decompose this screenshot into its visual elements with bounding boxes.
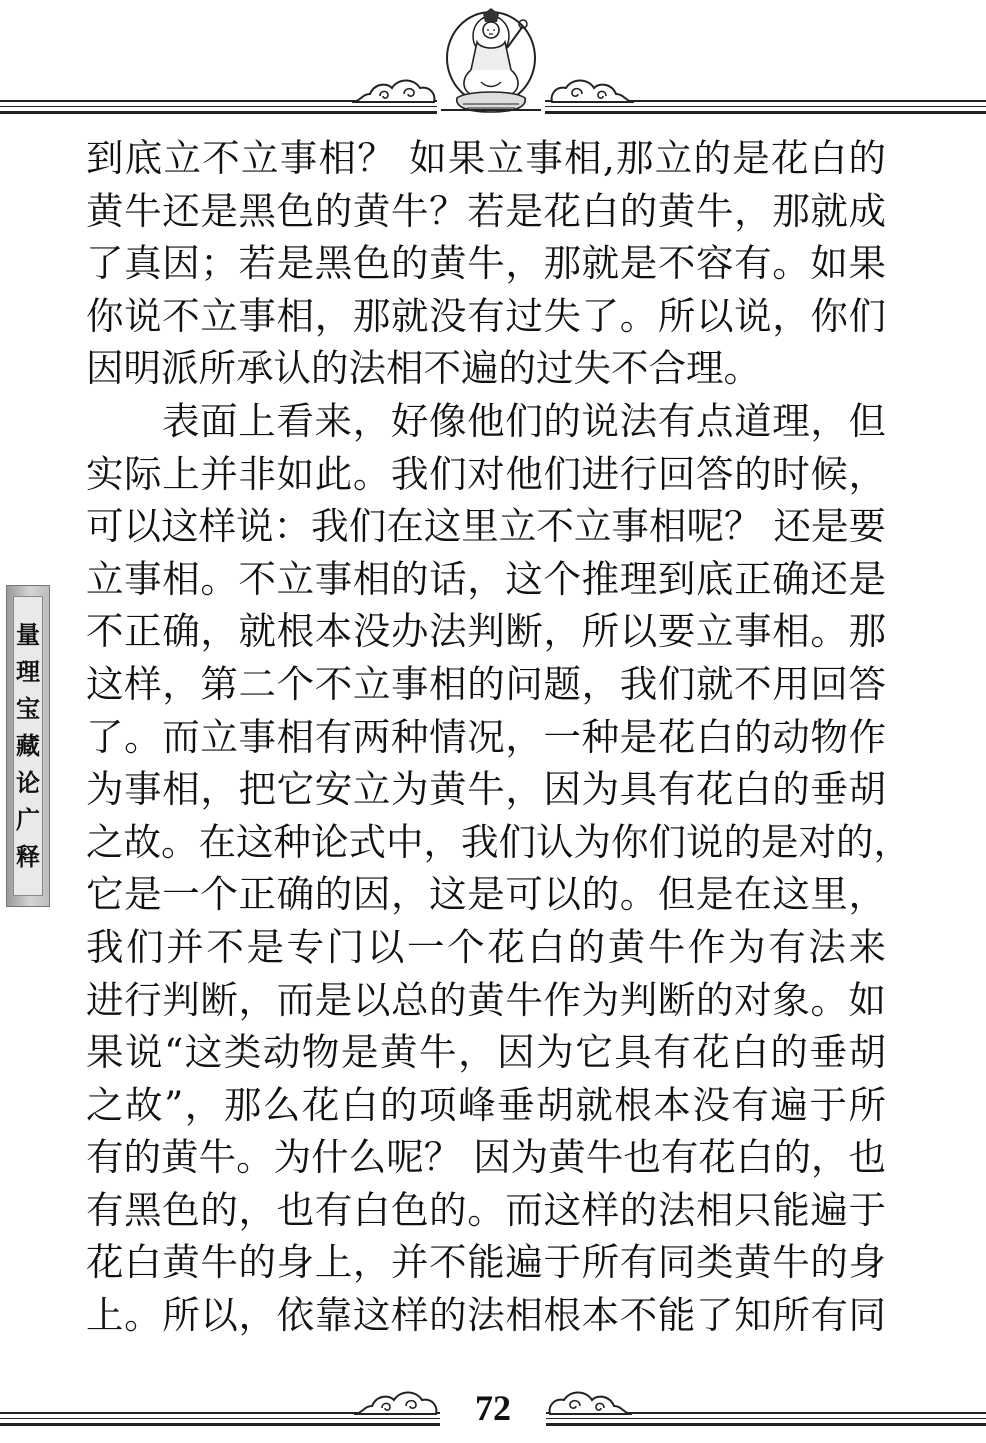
side-label-char: 量 bbox=[16, 620, 40, 649]
deity-illustration-icon bbox=[437, 6, 545, 118]
book-title-side-tab bbox=[6, 585, 50, 907]
text-line: 之故。在这种论式中，我们认为你们说的是对的， bbox=[86, 819, 911, 864]
side-label-char: 论 bbox=[16, 768, 40, 797]
text-line: 之故”，那么花白的项峰垂胡就根本没有遍于所 bbox=[86, 1082, 886, 1127]
text-line: 不正确，就根本没办法判断，所以要立事相。那 bbox=[86, 609, 886, 654]
text-line: 为事相，把它安立为黄牛，因为具有花白的垂胡 bbox=[86, 767, 886, 812]
text-line: 上。所以，依靠这样的法相根本不能了知所有同 bbox=[86, 1293, 886, 1338]
paragraph-1 bbox=[86, 132, 886, 395]
side-label-char: 释 bbox=[16, 842, 40, 871]
side-label-char: 宝 bbox=[16, 694, 40, 723]
text-line: 它是一个正确的因，这是可以的。但是在这里， bbox=[86, 872, 886, 917]
text-line: 花白黄牛的身上，并不能遍于所有同类黄牛的身 bbox=[86, 1240, 886, 1285]
text-line: 了。而立事相有两种情况，一种是花白的动物作 bbox=[86, 714, 886, 759]
text-line: 进行判断，而是以总的黄牛作为判断的对象。如 bbox=[86, 977, 886, 1022]
book-title-vertical bbox=[13, 596, 43, 896]
page-number: 72 bbox=[475, 1388, 511, 1428]
text-line: 我们并不是专门以一个花白的黄牛作为有法来 bbox=[86, 924, 886, 969]
cloud-ornament-left-icon bbox=[350, 76, 438, 106]
text-line: 有黑色的，也有白色的。而这样的法相只能遍于 bbox=[86, 1187, 886, 1232]
text-line: 立事相。不立事相的话，这个推理到底正确还是 bbox=[86, 556, 886, 601]
side-label-char: 理 bbox=[16, 657, 40, 686]
cloud-ornament-right-icon bbox=[548, 76, 636, 106]
text-line: 实际上并非如此。我们对他们进行回答的时候， bbox=[86, 451, 886, 496]
text-line: 你说不立事相，那就没有过失了。所以说，你们 bbox=[86, 293, 886, 338]
text-line: 果说“这类动物是黄牛，因为它具有花白的垂胡 bbox=[86, 1030, 886, 1075]
text-line: 这样，第二个不立事相的问题，我们就不用回答 bbox=[86, 661, 886, 706]
text-line: 了真因；若是黑色的黄牛，那就是不容有。如果 bbox=[86, 241, 886, 286]
side-label-char: 广 bbox=[16, 805, 40, 834]
text-line: 因明派所承认的法相不遍的过失不合理。 bbox=[86, 346, 761, 391]
text-line: 可以这样说：我们在这里立不立事相呢？ 还是要 bbox=[86, 504, 886, 549]
cloud-ornament-right-icon bbox=[546, 1388, 634, 1418]
text-line: 黄牛还是黑色的黄牛？若是花白的黄牛，那就成 bbox=[86, 188, 886, 233]
cloud-ornament-left-icon bbox=[352, 1388, 440, 1418]
text-line: 到底立不立事相？ 如果立事相,那立的是花白的 bbox=[86, 136, 886, 180]
body-text bbox=[86, 132, 911, 1342]
side-label-char: 藏 bbox=[16, 731, 40, 760]
text-line: 有的黄牛。为什么呢？ 因为黄牛也有花白的，也 bbox=[86, 1135, 886, 1180]
text-line: 表面上看来，好像他们的说法有点道理，但 bbox=[162, 398, 886, 443]
paragraph-2 bbox=[86, 395, 911, 1342]
